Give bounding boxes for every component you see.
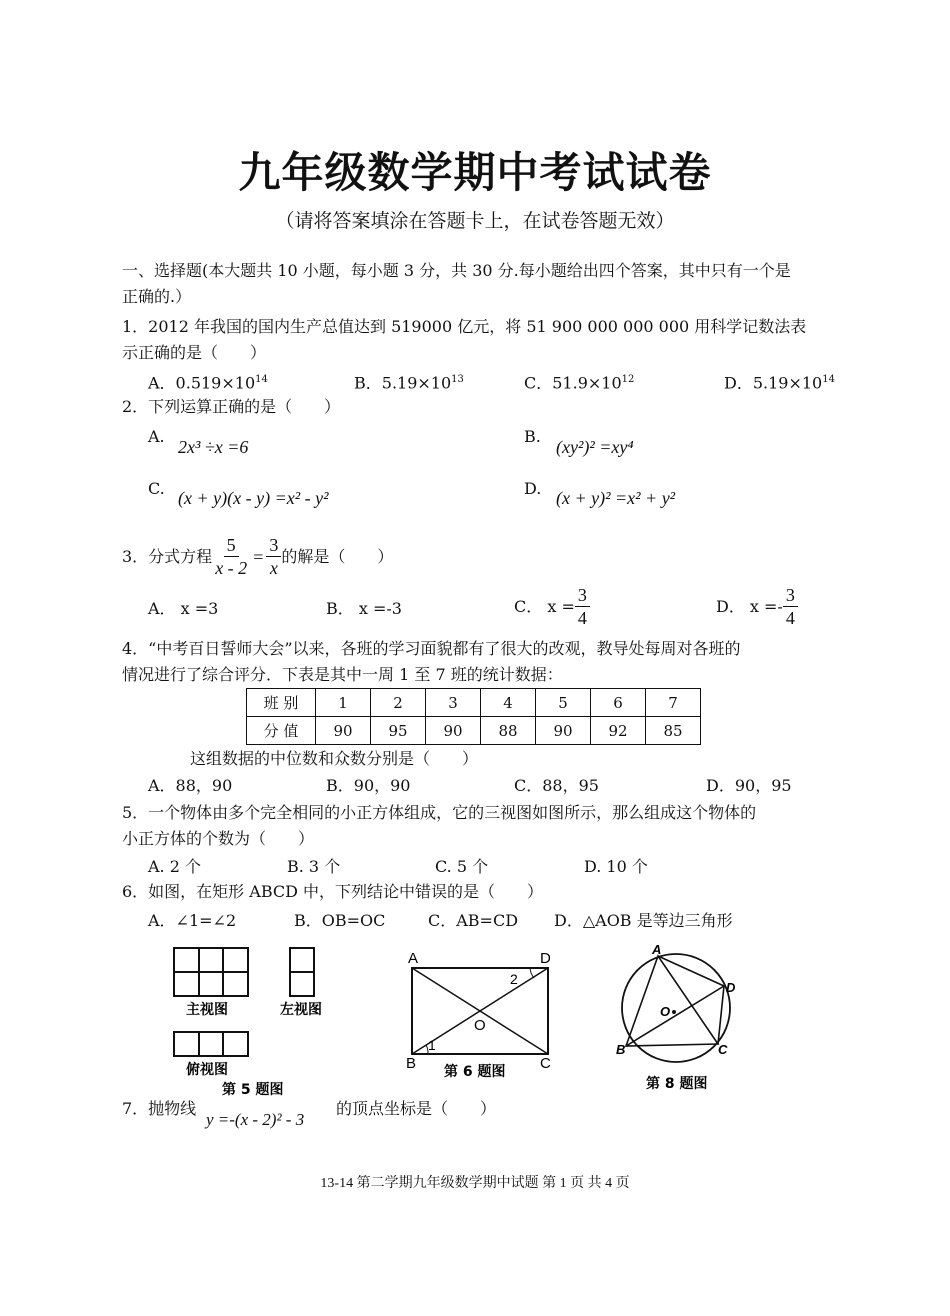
q4-option-d: D．90，95 (706, 776, 792, 795)
angle-1-label: 1 (428, 1037, 436, 1053)
table-cell: 95 (371, 717, 426, 745)
q3-frac2-num: 3 (266, 534, 281, 557)
q1-option-d (724, 367, 835, 396)
q1-line1: 1．2012 年我国的国内生产总值达到 519000 亿元，将 51 900 000 000 000 用科学记数法表 (122, 317, 807, 336)
table-cell: 1 (316, 689, 371, 717)
q3-option-c (514, 584, 590, 629)
point-o-label: O (660, 1004, 671, 1019)
front-view-grid (174, 948, 248, 996)
figure-5-three-views (160, 940, 350, 1100)
q3-frac1-num: 5 (224, 534, 239, 557)
page-subtitle: （请将答案填涂在答题卡上，在试卷答题无效） (275, 210, 675, 232)
table-header-score: 分 值 (247, 717, 316, 745)
q3-option-d-num: 3 (783, 584, 798, 607)
angle-2-arc (530, 968, 534, 978)
top-view-grid (174, 1032, 248, 1056)
figure-8-caption: 第 8 题图 (646, 1076, 708, 1092)
q2-label-d: D. (524, 479, 542, 498)
q7-suffix: 的顶点坐标是（ ） (336, 1099, 497, 1118)
q2-option-a: 2x³ ÷x =6 (178, 437, 249, 457)
q3-option-c-text: C． x = (514, 596, 575, 616)
point-d-label: D (726, 980, 736, 995)
q1-option-b-text: B．5.19×10 (354, 373, 452, 393)
q4-question: 这组数据的中位数和众数分别是（ ） (190, 749, 479, 768)
q6-option-d: D．△AOB 是等边三角形 (554, 911, 733, 930)
figure-6-caption: 第 6 题图 (444, 1064, 506, 1080)
table-cell: 6 (591, 689, 646, 717)
q3-option-d (716, 584, 798, 629)
table-cell: 90 (536, 717, 591, 745)
q3-frac1-den: x - 2 (215, 558, 248, 578)
table-cell: 2 (371, 689, 426, 717)
q3-fraction-left (212, 534, 250, 579)
table-cell: 5 (536, 689, 591, 717)
front-view-label: 主视图 (186, 1002, 228, 1018)
vertex-b-label: B (406, 1055, 417, 1072)
figure-8-circle (608, 944, 758, 1094)
top-view-label: 俯视图 (186, 1062, 228, 1078)
q1-option-b (354, 367, 464, 396)
figure-5-caption: 第 5 题图 (222, 1082, 284, 1098)
q6-option-a: A．∠1=∠2 (148, 911, 237, 930)
table-cell: 3 (426, 689, 481, 717)
segment-bd (626, 986, 724, 1046)
table-header-class: 班 别 (247, 689, 316, 717)
q3-frac2-den: x (269, 558, 278, 578)
q7-prefix: 7．抛物线 (122, 1099, 197, 1118)
q3-prefix: 3．分式方程 (122, 546, 213, 566)
q2-label-b: B. (524, 427, 541, 446)
q1-option-a-text: A．0.519×10 (148, 373, 256, 393)
left-view-label: 左视图 (280, 1002, 322, 1018)
q3-option-d-text: D． x =- (716, 596, 783, 616)
center-point (672, 1010, 676, 1014)
q1-option-d-exp: 14 (822, 374, 835, 385)
table-cell: 85 (646, 717, 701, 745)
q3-option-c-frac (575, 584, 590, 629)
table-cell: 90 (426, 717, 481, 745)
q4-line2: 情况进行了综合评分．下表是其中一周 1 至 7 班的统计数据： (122, 665, 563, 684)
point-a-label: A (652, 944, 662, 957)
q2-option-b: (xy²)² =xy⁴ (556, 437, 634, 457)
q2-label-a: A. (148, 427, 165, 446)
q7-formula: y =-(x - 2)² - 3 (206, 1110, 305, 1129)
q6-option-b: B．OB=OC (294, 911, 386, 930)
score-table (246, 688, 701, 745)
q1-option-a (148, 367, 268, 396)
q3-option-c-den: 4 (577, 608, 587, 628)
q3-option-d-frac (783, 584, 798, 629)
table-cell: 7 (646, 689, 701, 717)
q1-option-c-exp: 12 (621, 374, 635, 385)
q3-option-c-num: 3 (575, 584, 590, 607)
point-b-label: B (616, 1042, 626, 1057)
q5-line1: 5．一个物体由多个完全相同的小正方体组成，它的三视图如图所示，那么组成这个物体的 (122, 803, 757, 822)
q1-option-b-exp: 13 (451, 374, 464, 385)
center-o-label: O (474, 1017, 486, 1034)
table-row (247, 689, 701, 717)
q2-option-d: (x + y)² =x² + y² (556, 488, 676, 508)
table-cell: 88 (481, 717, 536, 745)
table-cell: 4 (481, 689, 536, 717)
q6-option-c: C．AB=CD (428, 911, 519, 930)
q5-option-c: C. 5 个 (435, 857, 489, 876)
left-view-grid (290, 948, 314, 996)
table-cell: 92 (591, 717, 646, 745)
q4-option-c: C．88，95 (514, 776, 599, 795)
q6-stem: 6．如图，在矩形 ABCD 中，下列结论中错误的是（ ） (122, 882, 544, 901)
q1-option-c-text: C．51.9×10 (524, 373, 622, 393)
vertex-a-label: A (408, 950, 419, 967)
q1-line2: 示正确的是（ ） (122, 343, 267, 362)
section-heading-line1: 一、选择题(本大题共 10 小题，每小题 3 分，共 30 分.每小题给出四个答案，其中只有一个是 (122, 261, 791, 280)
q3-suffix: 的解是（ ） (281, 546, 394, 566)
q3-equals: = (252, 546, 265, 567)
q2-stem: 2．下列运算正确的是（ ） (122, 397, 341, 416)
q1-option-c (524, 367, 634, 396)
page-title: 九年级数学期中考试试卷 (238, 148, 712, 197)
point-c-label: C (718, 1042, 728, 1057)
table-cell: 90 (316, 717, 371, 745)
q4-option-a: A．88，90 (148, 776, 233, 795)
q3-fraction-right (266, 534, 281, 579)
q1-option-d-text: D．5.19×10 (724, 373, 823, 393)
q5-line2: 小正方体的个数为（ ） (122, 829, 315, 848)
vertex-d-label: D (540, 950, 551, 967)
page-footer: 13-14 第二学期九年级数学期中试题 第 1 页 共 4 页 (320, 1176, 630, 1191)
q5-option-a: A. 2 个 (148, 857, 201, 876)
q3-option-d-den: 4 (785, 608, 795, 628)
q2-label-c: C. (148, 479, 165, 498)
q2-option-c: (x + y)(x - y) =x² - y² (178, 488, 329, 508)
vertex-c-label: C (540, 1055, 551, 1072)
q3-stem (122, 534, 393, 579)
triangle-abc (626, 956, 718, 1046)
q5-option-b: B. 3 个 (287, 857, 341, 876)
q3-option-b: B． x =-3 (326, 599, 402, 618)
angle-2-label: 2 (510, 971, 518, 987)
q4-option-b: B．90，90 (326, 776, 411, 795)
q3-option-a: A． x =3 (148, 599, 219, 618)
section-heading-line2: 正确的.） (122, 287, 192, 306)
figure-6-rectangle (398, 944, 568, 1084)
table-row (247, 717, 701, 745)
q1-option-a-exp: 14 (255, 374, 268, 385)
q4-line1: 4．“中考百日誓师大会”以来，各班的学习面貌都有了很大的改观，教导处每周对各班的 (122, 639, 741, 658)
q5-option-d: D. 10 个 (584, 857, 648, 876)
